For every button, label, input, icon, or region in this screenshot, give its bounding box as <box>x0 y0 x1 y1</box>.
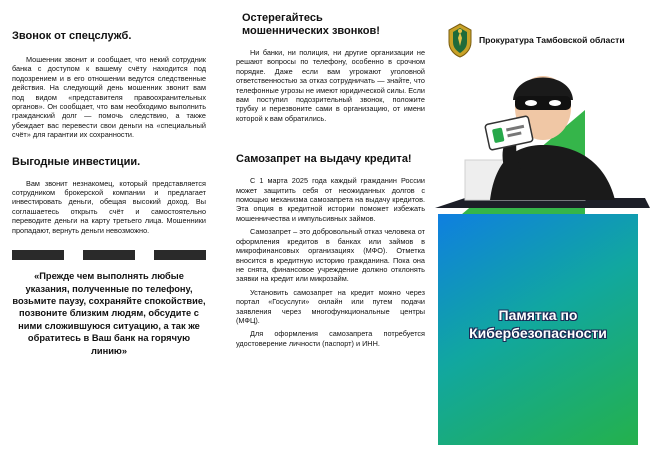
hacker-illustration <box>435 60 650 220</box>
credit-ban-paragraph: Самозапрет – это добровольный отказ человека от оформления кредитов в банках или займов в микрофинансовых организациях (МФО). Отметка вносится в кредитную историю гражданина. Пока она не снята, финансовое учреждение должно отклонять заявки на кредит или микрозайм. <box>236 227 425 284</box>
cover-panel <box>435 0 650 460</box>
title-line: мошеннических звонков! <box>242 25 380 37</box>
divider-bar <box>83 250 135 260</box>
title-line: Остерегайтесь <box>242 12 323 24</box>
cover-title-line: Памятка по <box>498 307 578 323</box>
advice-quote: «Прежде чем выполнять любые указания, полученные по телефону, возьмите паузу, сохраняйте спокойствие, позвоните близким людям, обсудите с ними сложившуюся ситуацию, а так же обратитесь в Ваш банк на горячую линию» <box>12 271 206 356</box>
hacker-mask-shape <box>515 96 571 110</box>
section-text-phone-fraud: Ни банки, ни полиция, ни другие организации не решают вопросы по телефону, особенно в срочном порядке. Даже если вам угрожают уголовной ответственностью за отказ сотрудничать — знайте, что телефонные угрозы не имеют юридической силы. Если вам поступил подозрительный звонок, положите трубку и перезвоните сами в организацию, от имени которой к вам обратились. <box>236 48 425 123</box>
section-text-investments: Вам звонит незнакомец, который представляется сотрудником брокерской компании и предлагает инвестировать деньги, обещая высокий доход. Вы соглашаетесь открыть счёт и самостоятельно переводите деньги на карту третьего лица. Мошенники пропадают, вернуть деньги невозможно. <box>12 178 206 235</box>
middle-panel <box>218 0 435 460</box>
divider-bar <box>154 250 206 260</box>
cover-title <box>438 306 638 342</box>
left-panel <box>0 0 218 460</box>
cover-block <box>438 214 638 445</box>
cover-title-line: Кибербезопасности <box>469 325 607 341</box>
section-text-special-services: Мошенник звонит и сообщает, что некий сотрудник банка с доступом к вашему счёту находится под подозрением и в его отношении ведутся следственные действия. На следующий день мошенник звонит вам под видом «представителя правоохранительных органов». Он сообщает, что вам необходимо выполнить гражданский долг — помочь следствию, а также убеждает вас перевести свои деньги на «специальный счёт» для гарантии их сохранности. <box>12 55 206 140</box>
divider-bars <box>12 250 206 260</box>
credit-ban-paragraph: Установить самозапрет на кредит можно через портал «Госуслуги» онлайн или путем подачи заявления через многофункциональные центры (МФЦ). <box>236 287 425 325</box>
section-title-special-services: Звонок от спецслужб. <box>12 30 132 42</box>
org-header <box>445 20 650 60</box>
section-title-phone-fraud <box>242 12 425 38</box>
org-name: Прокуратура Тамбовской области <box>479 34 625 45</box>
section-title-investments: Выгодные инвестиции. <box>12 155 141 168</box>
stolen-card-shape <box>485 116 533 151</box>
section-title-credit-ban: Самозапрет на выдачу кредита! <box>236 153 412 166</box>
prosecutor-emblem-icon <box>445 22 475 58</box>
divider-bar <box>12 250 64 260</box>
credit-ban-paragraph: Для оформления самозапрета потребуется удостоверение личности (паспорт) и ИНН. <box>236 329 425 348</box>
credit-ban-paragraph: С 1 марта 2025 года каждый гражданин России может защитить себя от неожиданных долгов с помощью механизма самозапрета на выдачу кредитов. Эта опция в кредитной истории поможет избежать мошенничества и импульсивных займов. <box>236 176 425 223</box>
